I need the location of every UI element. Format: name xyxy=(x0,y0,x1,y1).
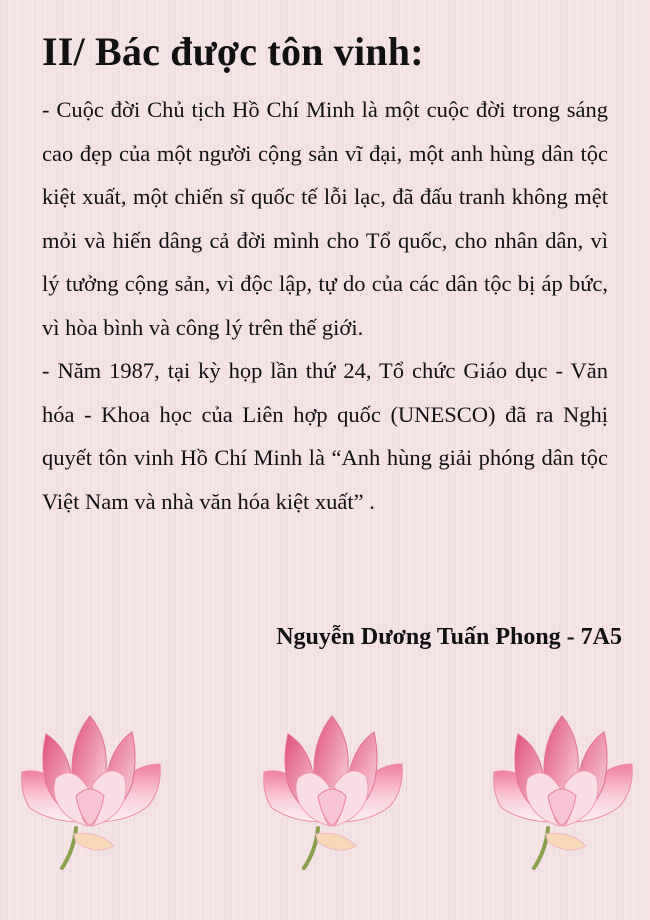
author-signature: Nguyễn Dương Tuấn Phong - 7A5 xyxy=(276,624,622,650)
section-title: II/ Bác được tôn vinh: xyxy=(42,29,424,74)
lotus-flower-icon xyxy=(258,710,406,870)
body-text xyxy=(42,88,608,523)
lotus-flower-icon xyxy=(16,710,164,870)
paragraph-unesco: - Năm 1987, tại kỳ họp lần thứ 24, Tổ chức Giáo dục - Văn hóa - Khoa học của Liên hợp quốc (UNESCO) đã ra Nghị quyết tôn vinh Hồ Chí Minh là “Anh hùng giải phóng dân tộc Việt Nam và nhà văn hóa kiệt xuất” . xyxy=(42,358,608,514)
lotus-flower-icon xyxy=(488,710,636,870)
paragraph-legacy: - Cuộc đời Chủ tịch Hồ Chí Minh là một cuộc đời trong sáng cao đẹp của một người cộng sản vĩ đại, một anh hùng dân tộc kiệt xuất, một chiến sĩ quốc tế lỗi lạc, đã đấu tranh không mệt mỏi và hiến dâng cả đời mình cho Tổ quốc, cho nhân dân, vì lý tưởng cộng sản, vì độc lập, tự do của các dân tộc bị áp bức, vì hòa bình và công lý trên thế giới. xyxy=(42,97,608,340)
